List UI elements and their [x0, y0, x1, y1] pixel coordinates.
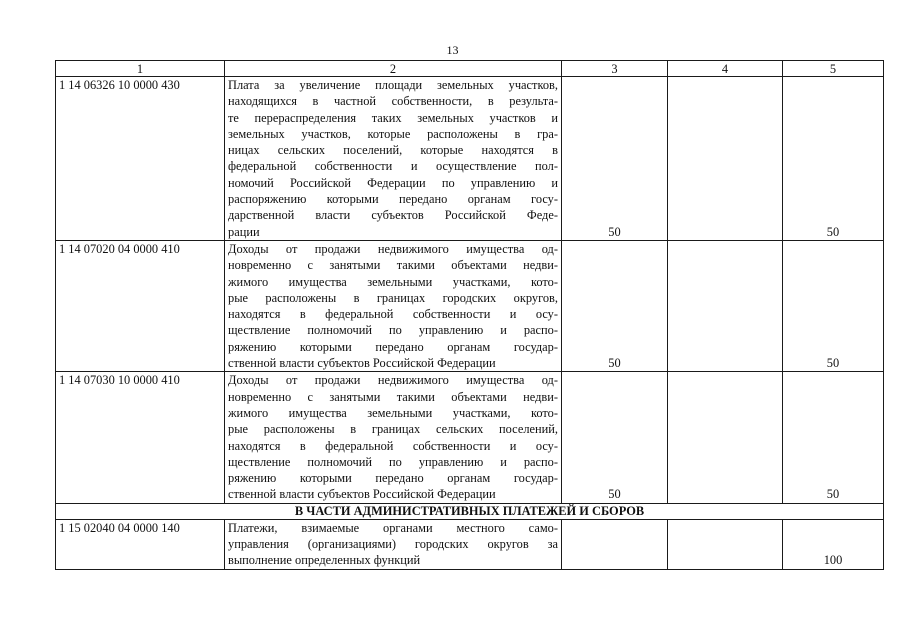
description-line: распоряжению которыми передано органам госу- — [228, 192, 558, 207]
value-col3: 50 — [562, 240, 668, 371]
description-line: жимого имущества земельными участками, кото- — [228, 405, 558, 420]
description-line: ряжению которыми передано органам государ- — [228, 471, 558, 486]
description-line: рые расположены в границах сельских поселений, — [228, 422, 558, 437]
value-col5: 100 — [783, 519, 884, 569]
description-line: Доходы от продажи недвижимого имущества од- — [228, 241, 558, 256]
description-line: ственной власти субъектов Российской Федерации — [228, 356, 496, 371]
table-row — [56, 77, 884, 241]
description-line: ряжению которыми передано органам государ- — [228, 339, 558, 354]
description-line: федеральной собственности и осуществление пол- — [228, 159, 558, 174]
description-line: ществление полномочий по управлению и распо- — [228, 323, 558, 338]
description-line: номочий Российской Федерации по управлению и — [228, 175, 558, 190]
description-line: находятся в федеральной собственности и осу- — [228, 307, 558, 322]
value-col4 — [668, 77, 783, 241]
description-line: выполнение определенных функций — [228, 553, 421, 568]
column-header-1: 1 — [56, 61, 225, 77]
section-heading: В ЧАСТИ АДМИНИСТРАТИВНЫХ ПЛАТЕЖЕЙ И СБОРОВ — [56, 503, 884, 519]
description-line: ственной власти субъектов Российской Федерации — [228, 487, 496, 502]
description-line: рые расположены в границах городских округов, — [228, 290, 558, 305]
revenue-table — [55, 60, 884, 570]
table-row — [56, 372, 884, 503]
column-header-5: 5 — [783, 61, 884, 77]
description-line: жимого имущества земельными участками, кото- — [228, 274, 558, 289]
description-line: дарственной власти субъектов Российской Феде- — [228, 208, 558, 223]
value-col5: 50 — [783, 77, 884, 241]
value-col3 — [562, 519, 668, 569]
column-header-2: 2 — [225, 61, 562, 77]
description-line: ществление полномочий по управлению и распо- — [228, 454, 558, 469]
description-line: Плата за увеличение площади земельных участков, — [228, 78, 558, 92]
value-col4 — [668, 372, 783, 503]
page-number: 13 — [446, 43, 459, 57]
revenue-description — [225, 240, 562, 371]
description-line: те перераспределения таких земельных участков и — [228, 110, 558, 125]
revenue-code: 1 14 07020 04 0000 410 — [56, 240, 225, 371]
revenue-description — [225, 372, 562, 503]
revenue-code: 1 14 07030 10 0000 410 — [56, 372, 225, 503]
description-line: Платежи, взимаемые органами местного само- — [228, 520, 558, 535]
description-line: новременно с занятыми такими объектами недви- — [228, 258, 558, 273]
column-header-3: 3 — [562, 61, 668, 77]
description-line: управления (организациями) городских округов за — [228, 537, 558, 552]
revenue-code: 1 14 06326 10 0000 430 — [56, 77, 225, 241]
description-line: Доходы от продажи недвижимого имущества од- — [228, 373, 558, 388]
table-row — [56, 519, 884, 569]
revenue-code: 1 15 02040 04 0000 140 — [56, 519, 225, 569]
description-line: ницах сельских поселений, которые находятся в — [228, 143, 558, 158]
column-header-row — [56, 61, 884, 77]
value-col5: 50 — [783, 240, 884, 371]
value-col4 — [668, 240, 783, 371]
table-row — [56, 240, 884, 371]
value-col3: 50 — [562, 77, 668, 241]
section-heading-row — [56, 503, 884, 519]
description-line: земельных участков, которые расположены в гра- — [228, 126, 558, 141]
revenue-description — [225, 77, 562, 241]
description-line: находятся в федеральной собственности и осу- — [228, 438, 558, 453]
description-line: новременно с занятыми такими объектами недви- — [228, 389, 558, 404]
value-col5: 50 — [783, 372, 884, 503]
revenue-description — [225, 519, 562, 569]
value-col3: 50 — [562, 372, 668, 503]
description-line: рации — [228, 224, 260, 239]
column-header-4: 4 — [668, 61, 783, 77]
value-col4 — [668, 519, 783, 569]
description-line: находящихся в частной собственности, в результа- — [228, 94, 558, 109]
